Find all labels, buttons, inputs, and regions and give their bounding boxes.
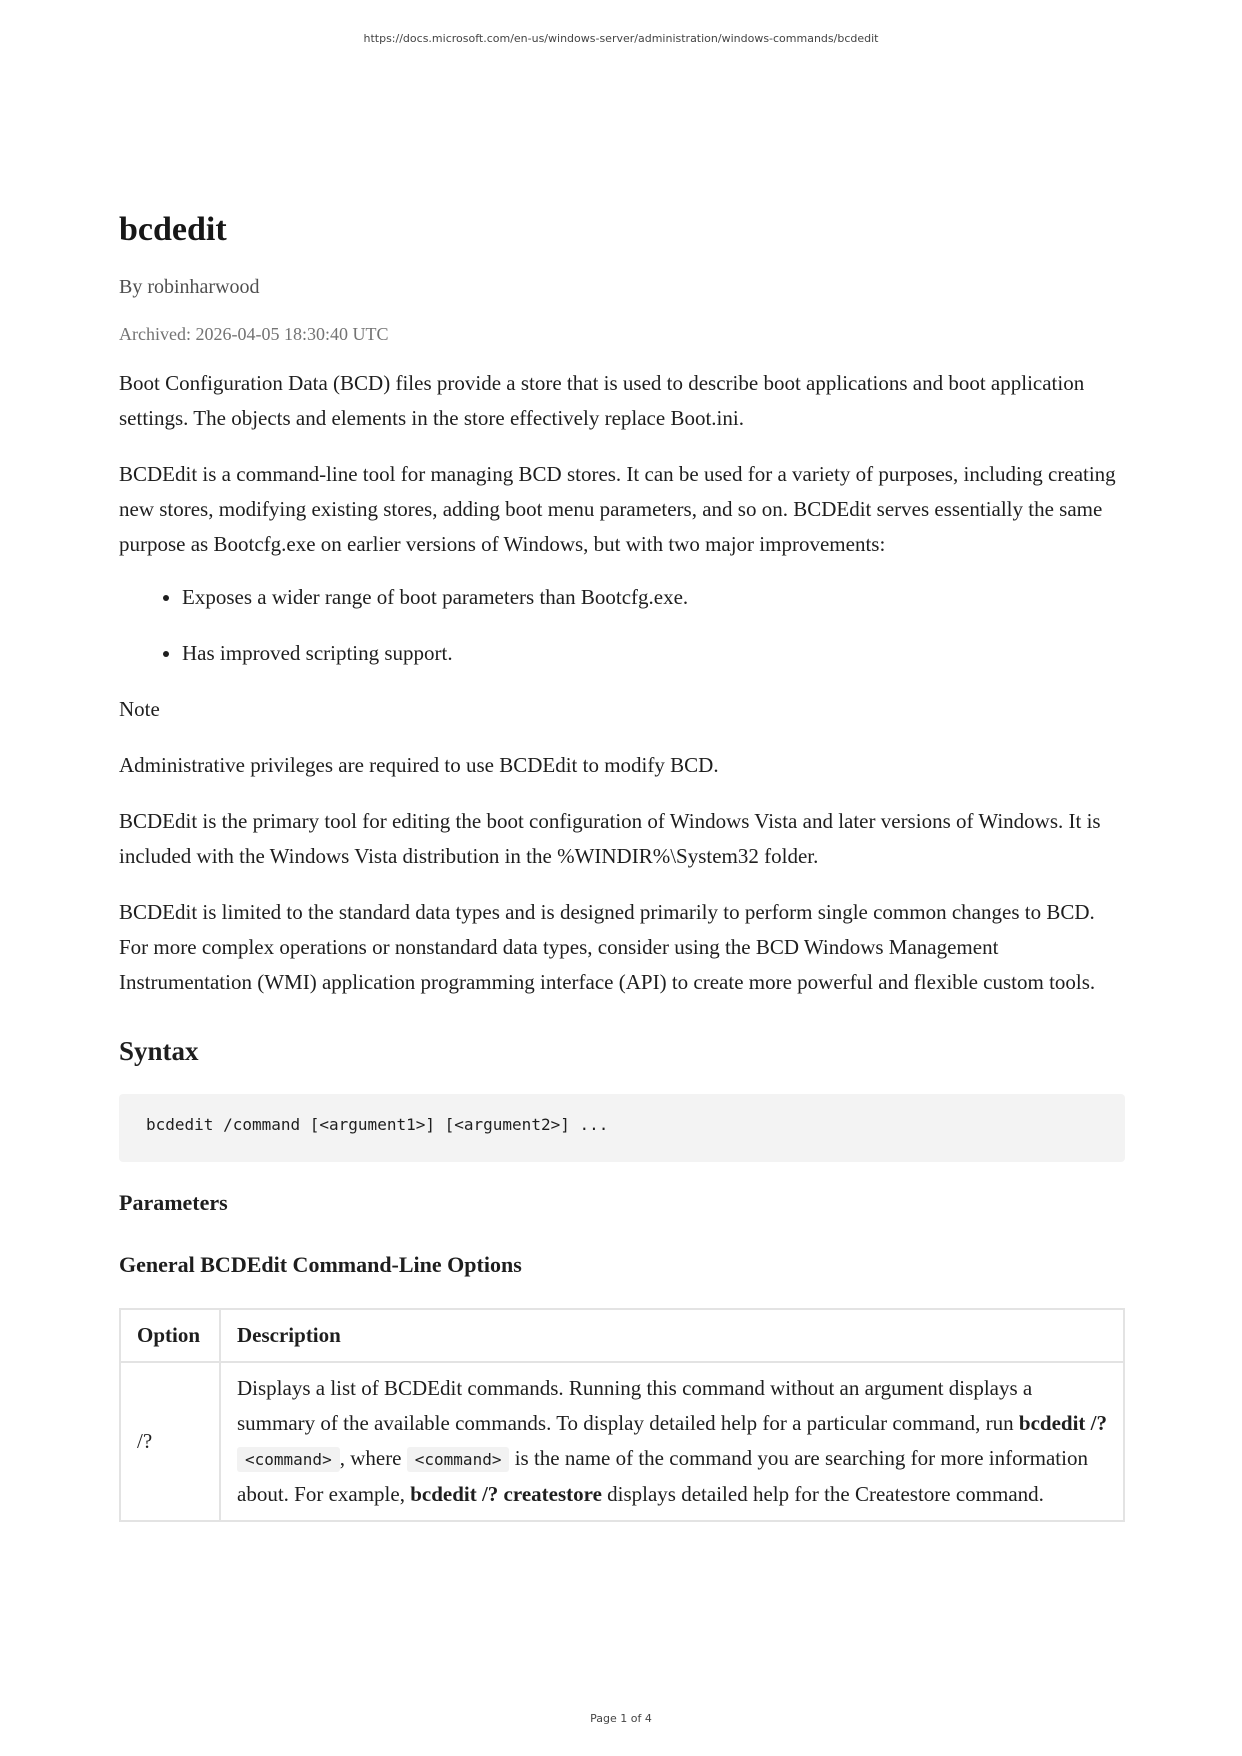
description-text: is the name of the command you are searching for more information about. For example, — [237, 1446, 1088, 1506]
page-url: https://docs.microsoft.com/en-us/windows-server/administration/windows-commands/bcdedit — [363, 32, 879, 45]
table-header-row — [120, 1309, 1124, 1362]
general-options-heading: General BCDEdit Command-Line Options — [119, 1252, 522, 1277]
description-text: displays detailed help for the Createstore command. — [601, 1482, 1044, 1506]
page-number: Page 1 of 4 — [590, 1712, 652, 1725]
author-byline: By robinharwood — [119, 276, 260, 298]
inline-code: <command> — [407, 1447, 510, 1472]
table-row — [120, 1362, 1124, 1521]
command-bold: bcdedit /? — [1018, 1411, 1107, 1435]
archived-timestamp: Archived: 2026-04-05 18:30:40 UTC — [119, 324, 389, 344]
options-table — [119, 1308, 1125, 1522]
note-label: Note — [119, 697, 160, 721]
list-item: • Has improved scripting support. — [182, 636, 1125, 671]
parameters-heading: Parameters — [119, 1190, 228, 1215]
article — [119, 210, 1125, 1522]
syntax-heading: Syntax — [119, 1036, 199, 1066]
note-text: Administrative privileges are required to use BCDEdit to modify BCD. — [119, 753, 719, 777]
command-bold: bcdedit /? createstore — [410, 1482, 602, 1506]
description-text: , where — [339, 1446, 407, 1470]
list-item: • Exposes a wider range of boot parameters than Bootcfg.exe. — [182, 580, 1125, 615]
description-cell — [220, 1362, 1124, 1521]
vista-paragraph: BCDEdit is the primary tool for editing the boot configuration of Windows Vista and later versions of Windows. It is included with the Windows Vista distribution in the %WINDIR%\System32 folder. — [119, 809, 1101, 868]
intro-paragraph-2: BCDEdit is a command-line tool for managing BCD stores. It can be used for a variety of purposes, including creating new stores, modifying existing stores, adding boot menu parameters, and so on. BCDEdit serves essentially the same purpose as Bootcfg.exe on earlier versions of Windows, but with two major improvements: — [119, 462, 1116, 556]
column-header-description: Description — [220, 1309, 1124, 1362]
description-text: Displays a list of BCDEdit commands. Running this command without an argument displays a summary of the available commands. To display detailed help for a particular command, run — [237, 1376, 1033, 1435]
intro-paragraph-1: Boot Configuration Data (BCD) files provide a store that is used to describe boot applications and boot application settings. The objects and elements in the store effectively replace Boot.ini. — [119, 371, 1085, 430]
syntax-code-block: bcdedit /command [<argument1>] [<argument2>] ... — [119, 1094, 1125, 1162]
column-header-option: Option — [120, 1309, 220, 1362]
improvements-list — [119, 580, 1125, 671]
option-cell: /? — [120, 1362, 220, 1521]
page-title: bcdedit — [119, 211, 227, 248]
inline-code: <command> — [237, 1447, 340, 1472]
limitations-paragraph: BCDEdit is limited to the standard data types and is designed primarily to perform single common changes to BCD. For more complex operations or nonstandard data types, consider using the BCD Windows Management Instrumentation (WMI) application programming interface (API) to create more powerful and flexible custom tools. — [119, 900, 1096, 994]
